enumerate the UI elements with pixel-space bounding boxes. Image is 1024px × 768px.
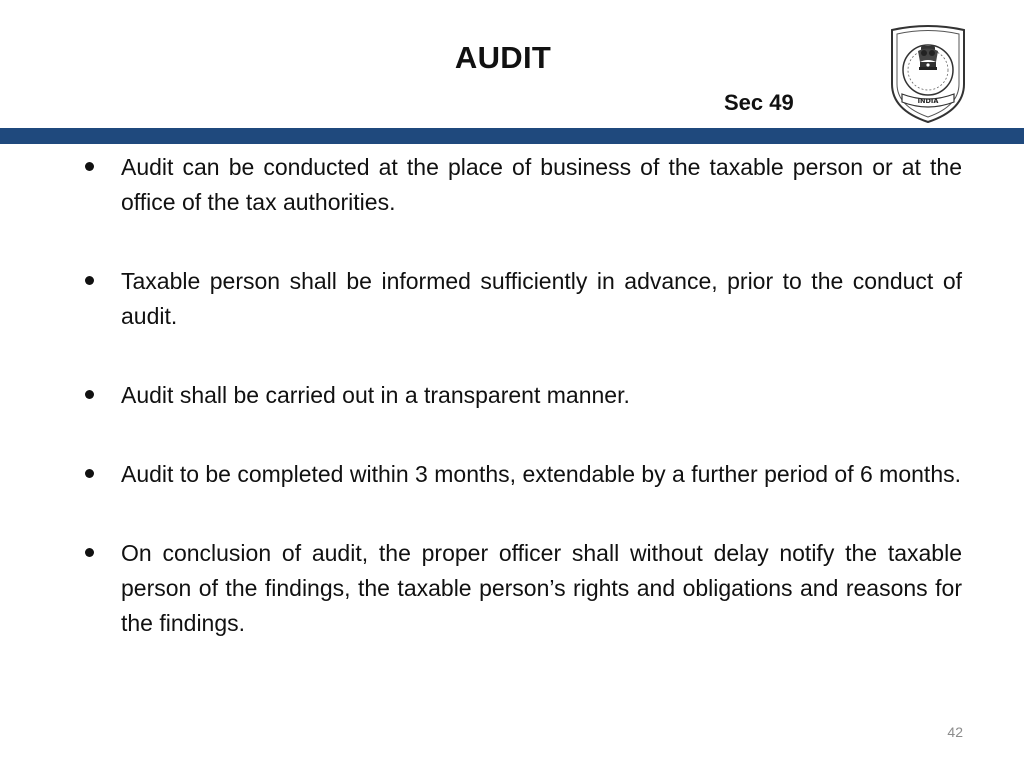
bullet-dot-icon — [85, 276, 94, 285]
bullet-text: Taxable person shall be informed sufficiently in advance, prior to the conduct of audit. — [121, 268, 962, 329]
bullet-dot-icon — [85, 548, 94, 557]
bullet-list — [80, 150, 962, 685]
bullet-dot-icon — [85, 162, 94, 171]
section-reference: Sec 49 — [724, 90, 794, 115]
bullet-dot-icon — [85, 390, 94, 399]
bullet-item — [80, 378, 962, 413]
page-number: 42 — [947, 724, 963, 740]
slide-title: AUDIT — [454, 40, 552, 75]
bullet-text: Audit to be completed within 3 months, extendable by a further period of 6 months. — [121, 461, 961, 487]
bullet-text: Audit can be conducted at the place of business of the taxable person or at the office of the tax authorities. — [121, 154, 962, 215]
bullet-item — [80, 264, 962, 334]
bullet-text: Audit shall be carried out in a transparent manner. — [121, 382, 630, 408]
emblem-banner-text: INDIA — [917, 97, 939, 105]
bullet-dot-icon — [85, 469, 94, 478]
bullet-text: On conclusion of audit, the proper officer shall without delay notify the taxable person of the findings, the taxable person’s rights and obligations and reasons for the findings. — [121, 540, 962, 636]
national-emblem-icon — [888, 24, 968, 124]
header-band — [0, 128, 1024, 144]
bullet-item — [80, 150, 962, 220]
bullet-item — [80, 457, 962, 492]
bullet-item — [80, 536, 962, 641]
